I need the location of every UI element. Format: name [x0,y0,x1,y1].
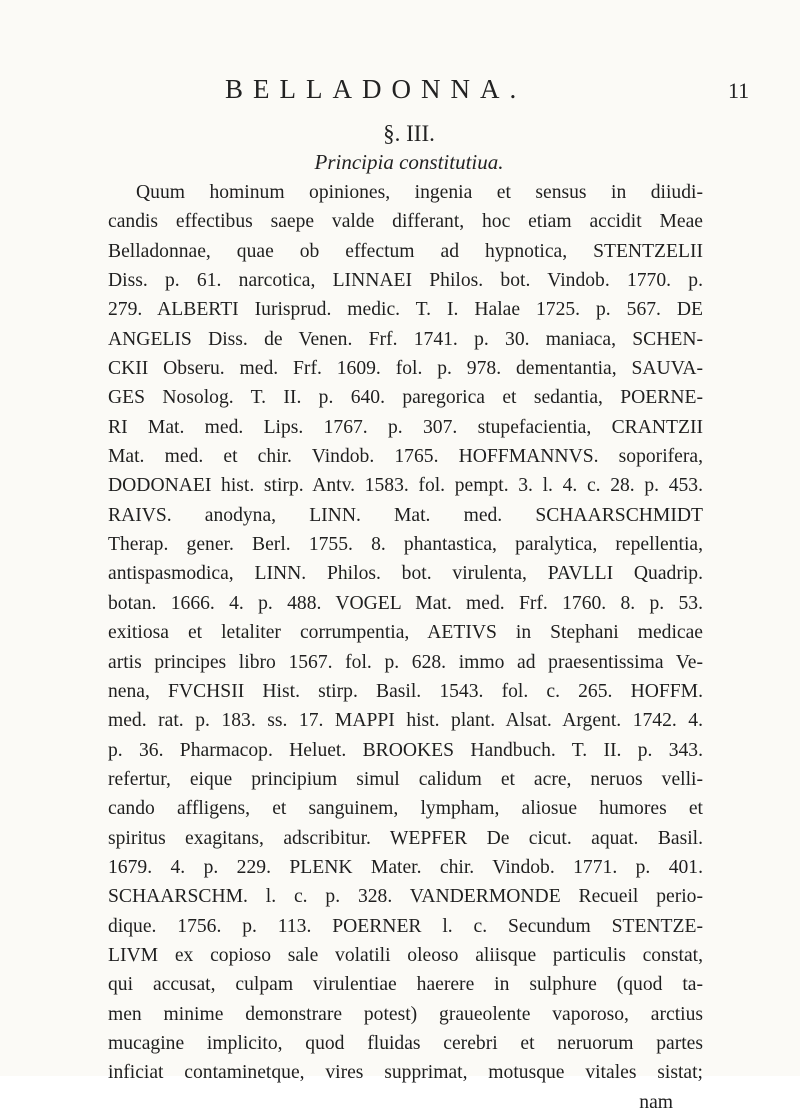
text-line: Quum hominum opiniones, ingenia et sensus in diiudi- [136,182,703,203]
text-line: botan. 1666. 4. p. 488. VOGEL Mat. med. Frf. 1760. 8. p. 53. [108,592,703,614]
text-line: nena, FVCHSII Hist. stirp. Basil. 1543. fol. c. 265. HOFFM. [108,680,703,702]
text-line: LIVM ex copioso sale volatili oleoso aliisque particulis constat, [108,944,703,966]
text-line: mucagine implicito, quod fluidas cerebri et neruorum partes [108,1032,703,1054]
text-line: qui accusat, culpam virulentiae haerere in sulphure (quod ta- [108,974,703,996]
text-line: Therap. gener. Berl. 1755. 8. phantastica, paralytica, repellentia, [108,534,703,556]
text-line: spiritus exagitans, adscribitur. WEPFER De cicut. aquat. Basil. [108,827,703,849]
body-paragraph [108,178,703,1117]
text-line: cando affligens, et sanguinem, lympham, aliosue humores et [108,798,703,820]
section-subheading: Principia constitutiua. [314,150,504,174]
text-line: Diss. p. 61. narcotica, LINNAEI Philos. bot. Vindob. 1770. p. [108,270,703,292]
text-line: SCHAARSCHM. l. c. p. 328. VANDERMONDE Recueil perio- [108,886,703,908]
text-line: p. 36. Pharmacop. Heluet. BROOKES Handbuch. T. II. p. 343. [108,739,703,761]
text-line: candis effectibus saepe valde differant, hoc etiam accidit Meae [108,211,703,233]
running-title: BELLADONNA. [225,74,527,104]
text-line: GES Nosolog. T. II. p. 640. paregorica et sedantia, POERNE- [108,387,703,409]
text-line: refertur, eique principium simul calidum et acre, neruos velli- [108,768,703,790]
text-line: CKII Obseru. med. Frf. 1609. fol. p. 978. dementantia, SAUVA- [108,358,703,380]
text-line: exitiosa et letaliter corrumpentia, AETIVS in Stephani medicae [108,622,703,644]
text-line: men minime demonstrare potest) graueolente vaporoso, arctius [108,1003,703,1025]
text-line: 1679. 4. p. 229. PLENK Mater. chir. Vindob. 1771. p. 401. [108,856,703,878]
text-line: Belladonnae, quae ob effectum ad hypnotica, STENTZELII [108,240,703,262]
text-line: 279. ALBERTI Iurisprud. medic. T. I. Halae 1725. p. 567. DE [108,299,703,321]
page-number: 11 [728,78,750,103]
catchword: nam [639,1091,673,1113]
text-line: RAIVS. anodyna, LINN. Mat. med. SCHAARSCHMIDT [108,504,703,526]
text-line: inficiat contaminetque, vires supprimat, motusque vitales sistat; [108,1062,703,1084]
text-line: Mat. med. et chir. Vindob. 1765. HOFFMANNVS. soporifera, [108,446,703,468]
text-line: ANGELIS Diss. de Venen. Frf. 1741. p. 30. maniaca, SCHEN- [108,328,703,350]
running-head [0,74,800,114]
text-line: med. rat. p. 183. ss. 17. MAPPI hist. plant. Alsat. Argent. 1742. 4. [108,710,703,732]
text-line: antispasmodica, LINN. Philos. bot. virulenta, PAVLLI Quadrip. [108,563,703,585]
text-line: artis principes libro 1567. fol. p. 628. immo ad praesentissima Ve- [108,651,703,673]
text-line: dique. 1756. p. 113. POERNER l. c. Secundum STENTZE- [108,915,703,937]
text-line: DODONAEI hist. stirp. Antv. 1583. fol. pempt. 3. l. 4. c. 28. p. 453. [108,475,703,497]
section-heading: §. III. [383,121,435,146]
text-line: RI Mat. med. Lips. 1767. p. 307. stupefacientia, CRANTZII [108,416,703,438]
